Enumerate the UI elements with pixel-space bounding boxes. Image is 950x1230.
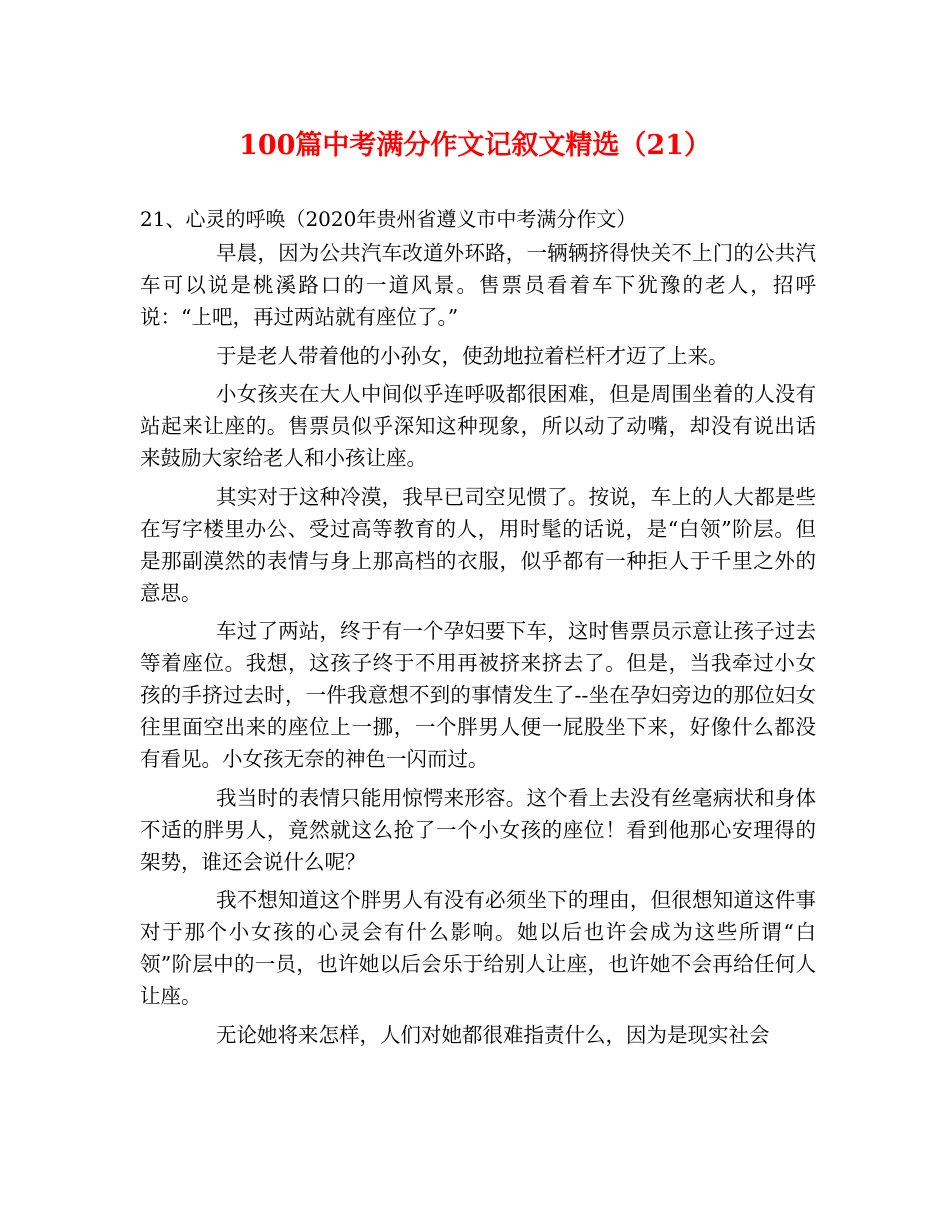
paragraph: 其实对于这种冷漠，我早已司空见惯了。按说，车上的人大都是些在写字楼里办公、受过高等教育的人，用时髦的话说，是“白领”阶层。但是那副漠然的表情与身上那高档的衣服，似乎都有一种拒人于千里之外的意思。 [140, 484, 816, 605]
paragraph: 无论她将来怎样，人们对她都很难指责什么，因为是现实社会 [216, 1022, 770, 1047]
paragraph: 我不想知道这个胖男人有没有必须坐下的理由，但很想知道这件事对于那个小女孩的心灵会有什么影响。她以后也许会成为这些所谓“白领”阶层中的一员，也许她以后会乐于给别人让座，也许她不会再给任何人让座。 [140, 888, 816, 1008]
paragraph: 小女孩夹在大人中间似乎连呼吸都很困难，但是周围坐着的人没有站起来让座的。售票员似乎深知这种现象，所以动了动嘴，却没有说出话来鼓励大家给老人和小孩让座。 [140, 382, 816, 470]
essay-body [140, 237, 816, 1057]
paragraph: 我当时的表情只能用惊愕来形容。这个看上去没有丝毫病状和身体不适的胖男人，竟然就这么抢了一个小女孩的座位！看到他那心安理得的架势，谁还会说什么呢？ [140, 785, 816, 874]
paragraph: 早晨，因为公共汽车改道外环路，一辆辆挤得快关不上门的公共汽车可以说是桃溪路口的一道风景。售票员看着车下犹豫的老人，招呼说：“上吧，再过两站就有座位了。” [140, 241, 816, 329]
essay-heading: 21、心灵的呼唤（2020年贵州省遵义市中考满分作文） [140, 207, 637, 231]
paragraph: 于是老人带着他的小孙女，使劲地拉着栏杆才迈了上来。 [216, 343, 729, 368]
document-title: 100篇中考满分作文记叙文精选（21） [239, 130, 711, 161]
paragraph: 车过了两站，终于有一个孕妇要下车，这时售票员示意让孩子过去等着座位。我想，这孩子终于不用再被挤来挤去了。但是，当我牵过小女孩的手挤过去时，一件我意想不到的事情发生了--坐在孕妇旁边的那位妇女往里面空出来的座位上一挪，一个胖男人便一屁股坐下来，好像什么都没有看见。小女孩无奈的神色一闪而过。 [140, 619, 816, 771]
